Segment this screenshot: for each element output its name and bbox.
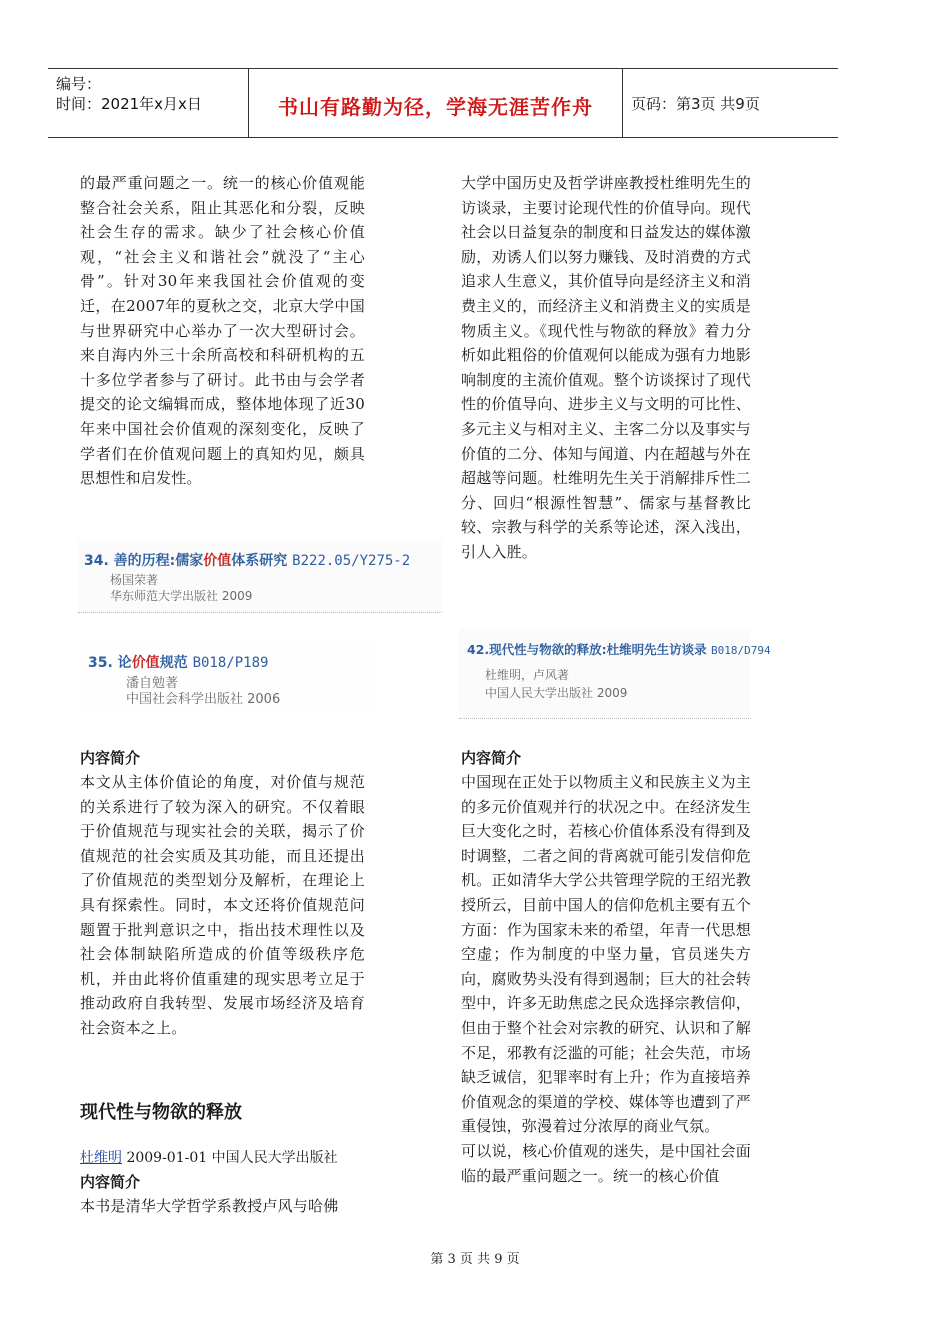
- header-motto-cell: [249, 69, 623, 137]
- left-intro-paragraph: 的最严重问题之一。统一的核心价值观能整合社会关系，阻止其恶化和分裂，反映社会生存的需求。缺少了社会核心价值观，“社会主义和谐社会”就没了“主心骨”。针对30年来我国社会价值观的变迁，在2007年的夏秋之交，北京大学中国与世界研究中心举办了一次大型研讨会。来自海内外三十余所高校和科研机构的五十多位学者参与了研讨。此书由与会学者提交的论文编辑而成，整体地体现了近30年来中国社会价值观的深刻变化，反映了学者们在价值观问题上的真知灼见，颇具思想性和启发性。: [80, 174, 365, 488]
- book-35-call-number: B018/P189: [192, 655, 269, 671]
- page-footer: 第 3 页 共 9 页: [430, 1252, 520, 1267]
- left-column-top: [80, 171, 365, 491]
- left-intro3-paragraph: 本书是清华大学哲学系教授卢风与哈佛: [80, 1197, 339, 1215]
- intro-heading-2: 内容简介: [80, 1173, 141, 1191]
- book-card-35: [78, 640, 378, 712]
- book-meta-rest: 2009-01-01 中国人民大学出版社: [122, 1150, 338, 1166]
- header-page-info: 页码：第3页 共9页: [631, 95, 760, 113]
- left-column-middle: [80, 746, 365, 1041]
- right-paragraph-2: 中国现在正处于以物质主义和民族主义为主的多元价值观并行的状况之中。在经济发生巨大变化之时，若核心价值体系没有得到及时调整，二者之间的背离就可能引发信仰危机。正如清华大学公共管理学院的王绍光教授所云，目前中国人的信仰危机主要有五个方面：作为国家未来的希望，年青一代思想空虚；作为制度的中坚力量，官员迷失方向，腐败势头没有得到遏制；巨大的社会转型中，许多无助焦虑之民众选择宗教信仰，但由于整个社会对宗教的研究、认识和了解不足，邪教有泛滥的可能；社会失范，市场缺乏诚信，犯罪率时有上升；作为直接培养价值观念的渠道的学校、媒体等也遭到了严重侵蚀，弥漫着过分浓厚的商业气氛。: [461, 773, 751, 1136]
- book-34-author: 杨国荣著: [110, 573, 159, 587]
- header-meta-cell: [48, 69, 249, 137]
- intro-heading: 内容简介: [80, 749, 141, 767]
- book-34-publisher: 华东师范大学出版社 2009: [110, 589, 253, 603]
- page-header: [48, 68, 838, 138]
- book-card-34: [78, 540, 442, 613]
- left-intro2-paragraph: 本文从主体价值论的角度，对价值与规范的关系进行了较为深入的研究。不仅着眼于价值规范与现实社会的关联，揭示了价值规范的社会实质及其功能，而且还提出了价值规范的类型划分及解析，在理论上具有探索性。同时，本文还将价值规范问题置于批判意识之中，指出技术理性以及社会体制缺陷所造成的价值等级秩序危机，并由此将价值重建的现实思考立足于推动政府自我转型、发展市场经济及培育社会资本之上。: [80, 773, 365, 1037]
- book-42-title: 42.现代性与物欲的释放:杜维明先生访谈录 B018/D794: [467, 642, 771, 657]
- right-column-bottom: [461, 746, 751, 1188]
- section-title: 现代性与物欲的释放: [80, 1102, 242, 1123]
- book-42-publisher: 中国人民大学出版社 2009: [485, 686, 628, 700]
- book-35-title: 35. 论价值规范 B018/P189: [88, 655, 269, 671]
- header-page-cell: [623, 69, 838, 137]
- header-motto: 书山有路勤为径，学海无涯苦作舟: [278, 95, 593, 119]
- document-date: 时间：2021年x月x日: [56, 95, 202, 113]
- right-intro-heading: 内容简介: [461, 749, 522, 767]
- left-column-bottom: [80, 1146, 380, 1219]
- author-link[interactable]: 杜维明: [80, 1150, 122, 1166]
- book-card-42: [459, 628, 771, 719]
- book-42-call-number: B018/D794: [711, 644, 771, 657]
- book-42-author: 杜维明，卢风著: [485, 668, 570, 682]
- book-34-title: 34. 善的历程:儒家价值体系研究 B222.05/Y275-2: [84, 553, 411, 569]
- right-paragraph-1: 大学中国历史及哲学讲座教授杜维明先生的访谈录，主要讨论现代性的价值导向。现代社会以日益复杂的制度和日益发达的媒体激励，劝诱人们以努力赚钱、及时消费的方式追求人生意义，其价值导向是经济主义和消费主义的，而经济主义和消费主义的实质是物质主义。《现代性与物欲的释放》着力分析如此粗俗的价值观何以能成为强有力地影响制度的主流价值观。整个访谈探讨了现代性的价值导向、进步主义与文明的可比性、多元主义与相对主义、主客二分以及事实与价值的二分、体知与闻道、内在超越与外在超越等问题。杜维明先生关于消解排斥性二分、回归“根源性智慧”、儒家与基督教比较、宗教与科学的关系等论述，深入浅出，引人入胜。: [461, 174, 751, 561]
- book-meta-line: [80, 1146, 380, 1170]
- right-paragraph-3: 可以说，核心价值观的迷失，是中国社会面临的最严重问题之一。统一的核心价值: [461, 1141, 751, 1185]
- book-34-call-number: B222.05/Y275-2: [292, 553, 411, 569]
- book-35-author: 潘自勉著: [126, 676, 179, 691]
- book-35-publisher: 中国社会科学出版社 2006: [126, 692, 281, 707]
- document-number-label: 编号：: [56, 75, 102, 93]
- right-column-top: [461, 171, 751, 565]
- left-column-section: [80, 1098, 365, 1124]
